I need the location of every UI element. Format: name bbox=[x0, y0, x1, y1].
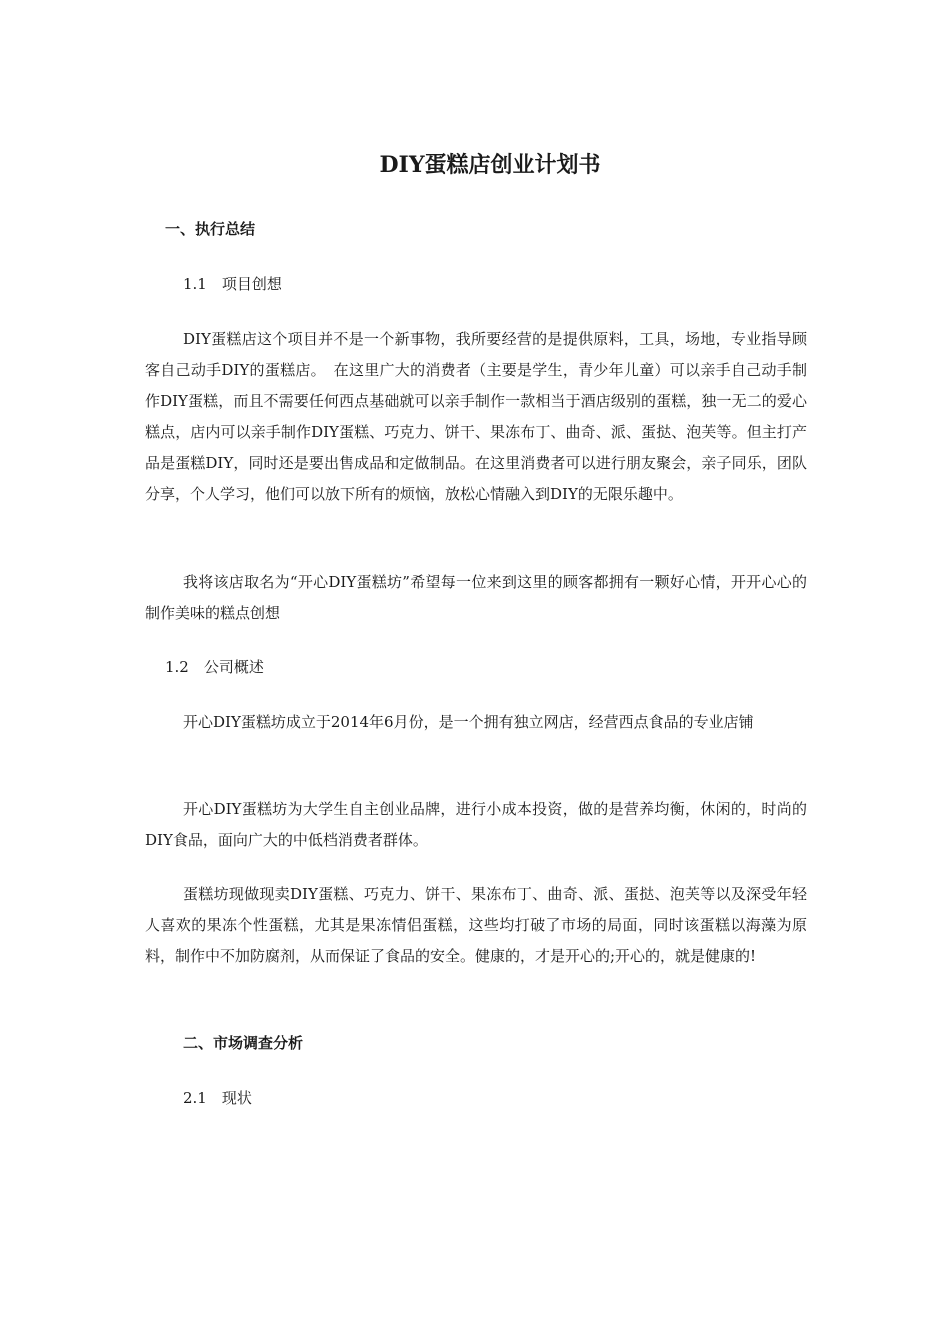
paragraph-store-name: 我将该店取名为“开心DIY蛋糕坊”希望每一位来到这里的顾客都拥有一颗好心情，开开心心的制作美味的糕点创想 bbox=[145, 573, 807, 622]
paragraph-products: 蛋糕坊现做现卖DIY蛋糕、巧克力、饼干、果冻布丁、曲奇、派、蛋挞、泡芙等以及深受年轻人喜欢的果冻个性蛋糕，尤其是果冻情侣蛋糕，这些均打破了市场的局面，同时该蛋糕以海藻为原料，制作中不加防腐剂，从而保证了食品的安全。健康的，才是开心的;开心的，就是健康的! bbox=[145, 885, 807, 965]
paragraph-project-description: DIY蛋糕店这个项目并不是一个新事物，我所要经营的是提供原料，工具，场地，专业指导顾客自己动手DIY的蛋糕店。 在这里广大的消费者（主要是学生，青少年儿童）可以亲手自己动手制作DIY蛋糕，而且不需要任何西点基础就可以亲手制作一款相当于酒店级别的蛋糕，独一无二的爱心糕点，店内可以亲手制作DIY蛋糕、巧克力、饼干、果冻布丁、曲奇、派、蛋挞、泡芙等。但主打产品是蛋糕DIY，同时还是要出售成品和定做制品。在这里消费者可以进行朋友聚会，亲子同乐，团队分享，个人学习，他们可以放下所有的烦恼，放松心情融入到DIY的无限乐趣中。 bbox=[145, 330, 807, 503]
section-heading-executive-summary: 一、执行总结 bbox=[165, 220, 256, 238]
paragraph-company-founding: 开心DIY蛋糕坊成立于2014年6月份，是一个拥有独立网店，经营西点食品的专业店铺 bbox=[183, 713, 754, 731]
subsection-heading-company-overview: 1.2 公司概述 bbox=[165, 658, 264, 676]
document-title: DIY蛋糕店创业计划书 bbox=[379, 152, 601, 178]
subsection-heading-current-status: 2.1 现状 bbox=[183, 1089, 252, 1107]
paragraph-company-brand: 开心DIY蛋糕坊为大学生自主创业品牌，进行小成本投资，做的是营养均衡，休闲的，时尚的DIY食品，面向广大的中低档消费者群体。 bbox=[145, 800, 807, 849]
subsection-heading-project-idea: 1.1 项目创想 bbox=[183, 275, 282, 293]
section-heading-market-analysis: 二、市场调查分析 bbox=[183, 1034, 304, 1052]
